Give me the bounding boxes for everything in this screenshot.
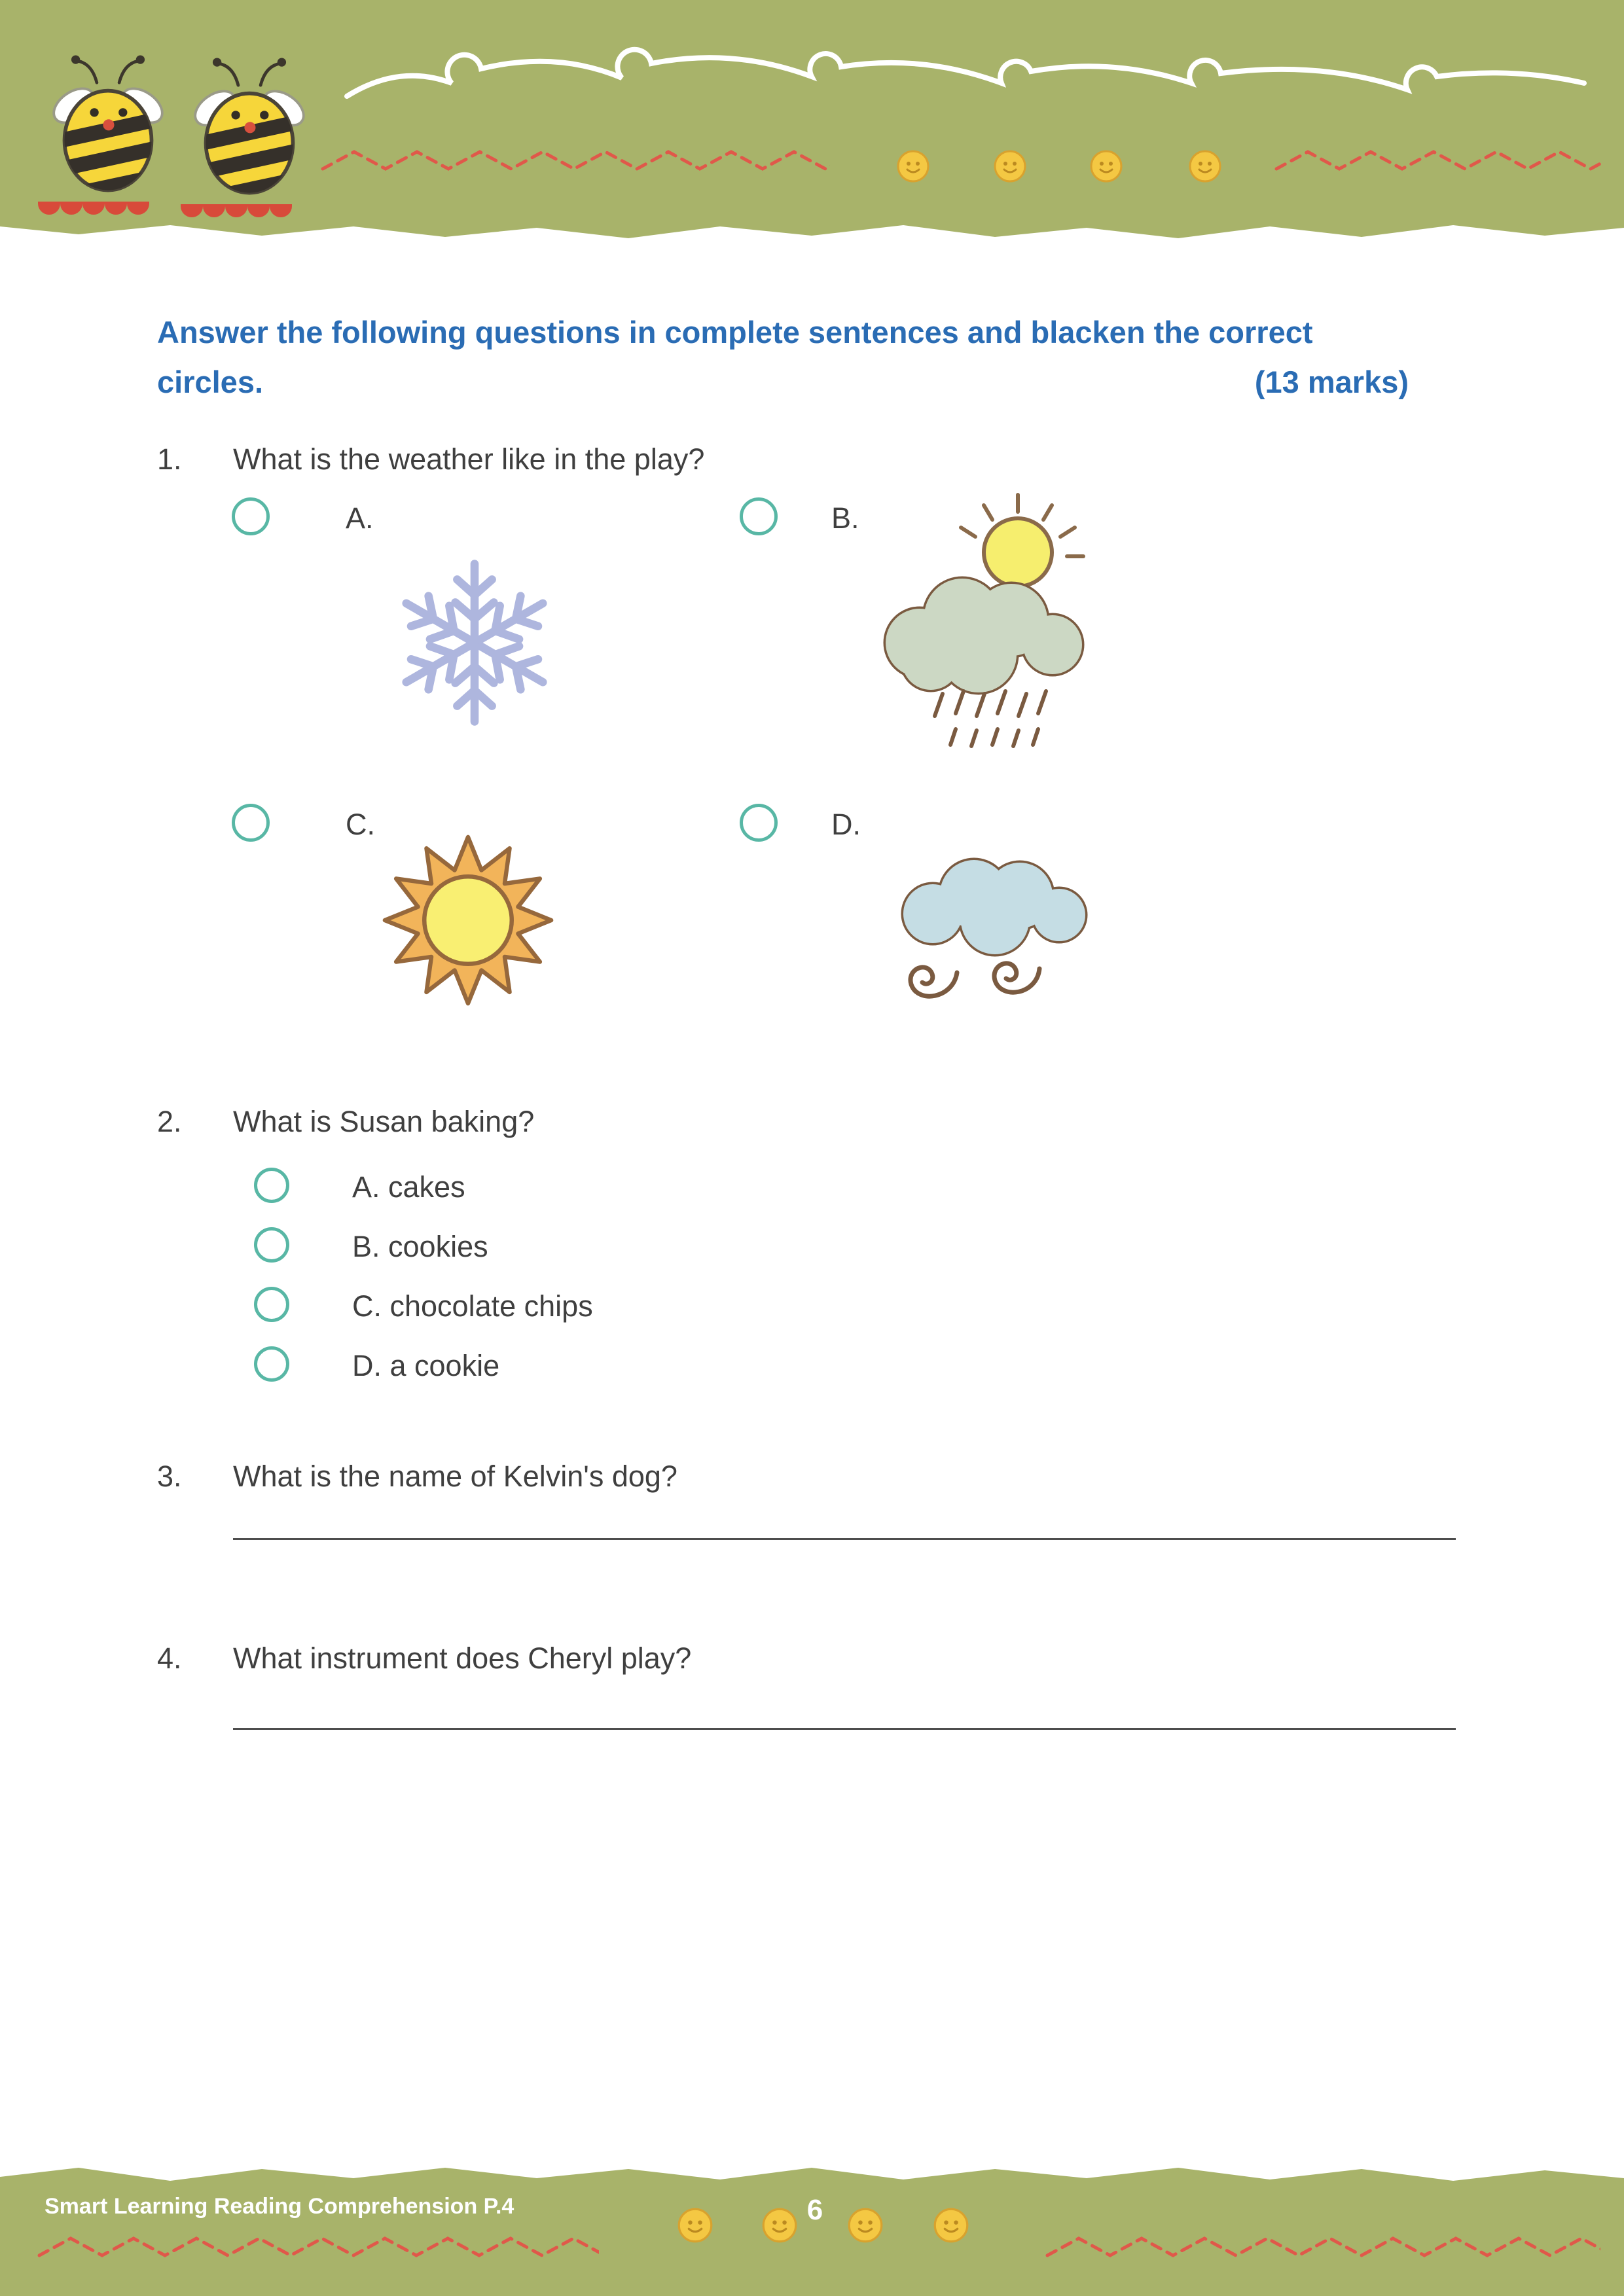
- footer-band-brush-edge: [0, 2160, 1624, 2190]
- button-dot-icon: [677, 2207, 713, 2244]
- question-4-number: 4.: [157, 1641, 182, 1675]
- button-dot-icon: [993, 149, 1027, 183]
- question-1-number: 1.: [157, 442, 182, 476]
- question-3-text: What is the name of Kelvin's dog?: [233, 1460, 677, 1493]
- answer-line-q4[interactable]: [233, 1728, 1456, 1730]
- option-label-q1-b: B.: [831, 501, 859, 535]
- question-2-text: What is Susan baking?: [233, 1105, 535, 1138]
- button-dot-icon: [847, 2207, 884, 2244]
- stitch-line-icon: [36, 2231, 599, 2263]
- stitch-line-icon: [1273, 144, 1604, 177]
- page-number: 6: [806, 2194, 823, 2226]
- scallop-trim-icon: [38, 202, 149, 217]
- option-label-q1-c: C.: [346, 808, 375, 841]
- bee-icon: [187, 48, 312, 203]
- answer-bubble-q1-c[interactable]: [232, 804, 270, 842]
- option-label-q2-a: A. cakes: [352, 1170, 465, 1204]
- answer-bubble-q2-d[interactable]: [254, 1346, 289, 1382]
- answer-bubble-q2-b[interactable]: [254, 1227, 289, 1263]
- button-dot-icon: [933, 2207, 969, 2244]
- stitch-line-icon: [319, 144, 830, 177]
- scallop-trim-icon: [181, 204, 292, 220]
- sun-behind-rain-cloud-icon: [851, 486, 1113, 774]
- button-dot-icon: [761, 2207, 798, 2244]
- instructions-line2: circles.: [157, 365, 264, 400]
- footer-title: Smart Learning Reading Comprehension P.4: [45, 2194, 514, 2219]
- header-band-brush-edge: [0, 217, 1624, 247]
- answer-bubble-q1-d[interactable]: [740, 804, 778, 842]
- snowflake-icon: [383, 551, 566, 734]
- sun-icon: [376, 829, 560, 1012]
- answer-bubble-q1-b[interactable]: [740, 497, 778, 535]
- question-4-text: What instrument does Cheryl play?: [233, 1641, 692, 1675]
- option-label-q2-b: B. cookies: [352, 1230, 488, 1263]
- instructions: [157, 308, 1409, 407]
- answer-line-q3[interactable]: [233, 1538, 1456, 1540]
- option-label-q1-d: D.: [831, 808, 861, 841]
- answer-bubble-q2-c[interactable]: [254, 1287, 289, 1322]
- answer-bubble-q1-a[interactable]: [232, 497, 270, 535]
- button-dot-icon: [1089, 149, 1123, 183]
- question-3-number: 3.: [157, 1460, 182, 1493]
- button-dot-icon: [1188, 149, 1222, 183]
- bee-icon: [46, 46, 170, 200]
- marks-label: (13 marks): [1254, 365, 1409, 400]
- option-label-q1-a: A.: [346, 501, 374, 535]
- question-1-text: What is the weather like in the play?: [233, 442, 705, 476]
- option-label-q2-d: D. a cookie: [352, 1349, 500, 1382]
- squiggle-line-icon: [340, 34, 1597, 129]
- question-2-number: 2.: [157, 1105, 182, 1138]
- stitch-line-icon: [1044, 2231, 1600, 2263]
- option-label-q2-c: C. chocolate chips: [352, 1289, 593, 1323]
- answer-bubble-q2-a[interactable]: [254, 1168, 289, 1203]
- windy-cloud-icon: [871, 843, 1132, 1039]
- instructions-line1: Answer the following questions in complete sentences and blacken the correct: [157, 315, 1313, 350]
- button-dot-icon: [896, 149, 930, 183]
